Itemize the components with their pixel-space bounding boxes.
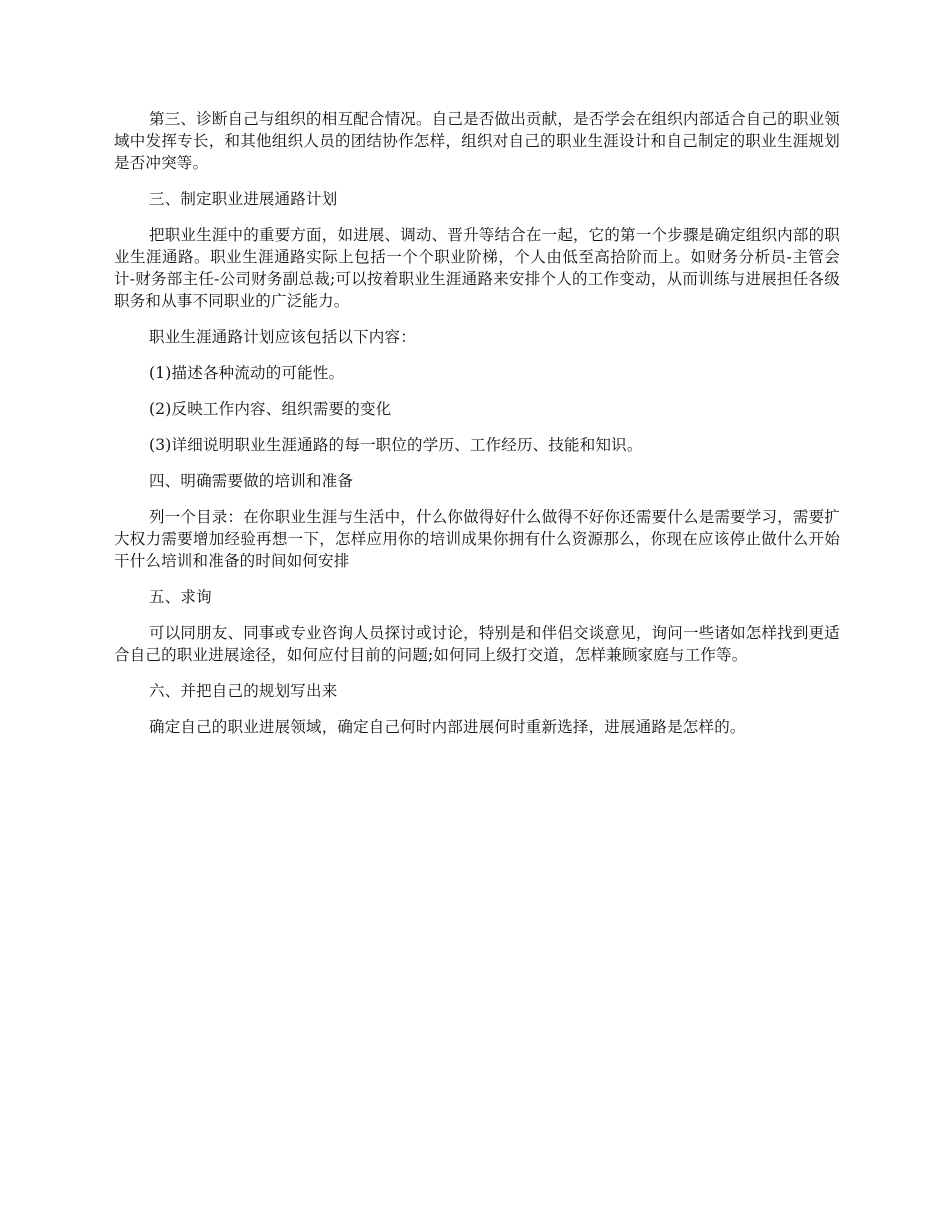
heading-section-3: 三、制定职业进展通路计划 <box>149 190 338 208</box>
paragraph-consult: 可以同朋友、同事或专业咨询人员探讨或讨论，特别是和伴侣交谈意见，询问一些诸如怎样找到更适合自己的职业进展途径，如何应付目前的问题;如何同上级打交道，怎样兼顾家庭与工作等。 <box>114 624 840 664</box>
paragraph-training-list: 列一个目录：在你职业生涯与生活中，什么你做得好什么做得不好你还需要什么是需要学习，需要扩大权力需要增加经验再想一下，怎样应用你的培训成果你拥有什么资源那么，你现在应该停止做什么开始干什么培训和准备的时间如何安排 <box>114 508 840 570</box>
list-item-2: (2)反映工作内容、组织需要的变化 <box>149 400 392 418</box>
heading-section-4: 四、明确需要做的培训和准备 <box>149 472 354 490</box>
paragraph-diagnosis: 第三、诊断自己与组织的相互配合情况。自己是否做出贡献，是否学会在组织内部适合自己的职业领域中发挥专长，和其他组织人员的团结协作怎样，组织对自己的职业生涯设计和自己制定的职业生涯规划是否冲突等。 <box>114 110 840 172</box>
list-item-1: (1)描述各种流动的可能性。 <box>149 364 345 382</box>
document-page <box>114 108 840 752</box>
paragraph-plan-contents-intro: 职业生涯通路计划应该包括以下内容： <box>149 328 416 346</box>
heading-section-5: 五、求询 <box>149 588 212 606</box>
paragraph-career-path: 把职业生涯中的重要方面，如进展、调动、晋升等结合在一起，它的第一个步骤是确定组织内部的职业生涯通路。职业生涯通路实际上包括一个个职业阶梯，个人由低至高拾阶而上。如财务分析员-主管会计-财务部主任-公司财务副总裁;可以按着职业生涯通路来安排个人的工作变动，从而训练与进展担任各级职务和从事不同职业的广泛能力。 <box>114 226 840 310</box>
heading-section-6: 六、并把自己的规划写出来 <box>149 682 338 700</box>
list-item-3: (3)详细说明职业生涯通路的每一职位的学历、工作经历、技能和知识。 <box>149 436 643 454</box>
paragraph-write-plan: 确定自己的职业进展领域，确定自己何时内部进展何时重新选择，进展通路是怎样的。 <box>149 718 746 736</box>
